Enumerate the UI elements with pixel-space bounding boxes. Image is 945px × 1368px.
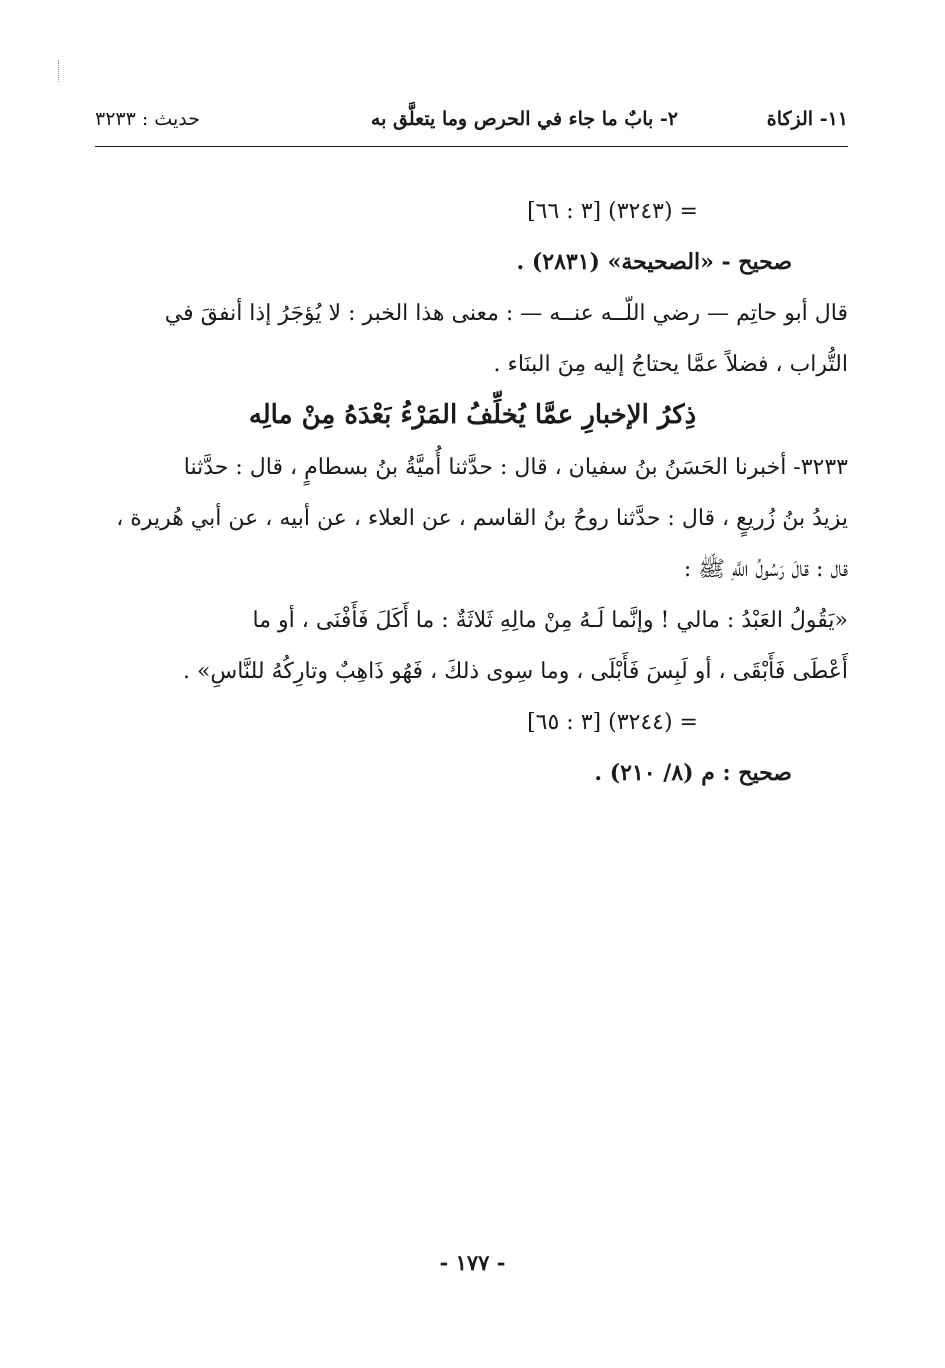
header-hadith-number: حديث : ٣٢٣٣	[95, 108, 200, 130]
hadith-grade: صحيح : م (٨/ ٢١٠) .	[594, 760, 792, 786]
isnad-line: يزيدُ بنُ زُريعٍ ، قال : حدَّثنا روحُ بنُ القاسم ، عن العلاء ، عن أبيه ، عن أبي هُريرة ،	[116, 506, 848, 531]
page-number: - ١٧٧ -	[439, 1250, 506, 1275]
commentary-line: قال أبو حاتِم — رضي اللّــه عنــه — : معنى هذا الخبر : لا يُؤجَرُ إذا أنفقَ في	[164, 301, 848, 326]
header-divider	[95, 146, 848, 147]
running-header	[95, 108, 848, 142]
header-chapter-title: ١١- الزكاة	[766, 108, 848, 130]
page-body	[97, 186, 848, 799]
commentary-line: التُّراب ، فضلاً عمَّا يحتاجُ إليه مِنَ البنَاء .	[493, 352, 848, 377]
chapter-heading: ذِكرُ الإخبارِ عمَّا يُخلِّفُ المَرْءُ بَعْدَهُ مِنْ مالِه	[248, 400, 697, 430]
hadith-grade: صحيح - «الصحيحة» (٢٨٣١) .	[516, 249, 792, 275]
matn-line: أَعْطَى فَأَبْقَى ، أو لَبِسَ فَأَبْلَى ، وما سِوى ذلكَ ، فَهُو ذَاهِبٌ وتارِكُهُ للنَّاسِ» .	[182, 659, 848, 684]
isnad-line: ٣٢٣٣- أخبرنا الحَسَنُ بنُ سفيان ، قال : حدَّثنا أُميَّةُ بنُ بسطامٍ ، قال : حدَّثنا	[183, 455, 848, 480]
cross-reference: = (٣٢٤٤) [٣ : ٦٥]	[527, 710, 698, 735]
header-section-title: ٢- بابٌ ما جاء في الحرص وما يتعلَّق به	[370, 108, 678, 130]
margin-mark	[58, 60, 61, 82]
isnad-line: قال : قالَ رَسُولُ اللَّهِ ﷺ :	[683, 557, 848, 582]
matn-line: «يَقُولُ العَبْدُ : مالي ! وإنَّما لَـهُ مِنْ مالِهِ ثَلاثَةٌ : ما أَكَلَ فَأَفْنَى ، أو ما	[252, 608, 848, 633]
cross-reference: = (٣٢٤٣) [٣ : ٦٦]	[527, 199, 698, 224]
